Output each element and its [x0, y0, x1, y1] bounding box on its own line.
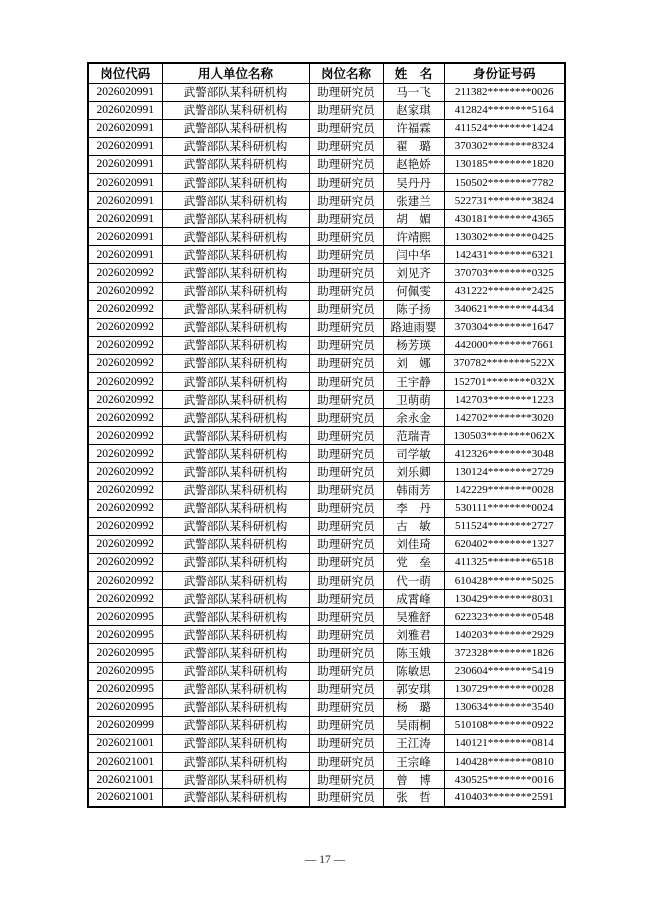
cell-position-name: 助理研究员 [309, 101, 383, 119]
cell-candidate-name: 郭安琪 [383, 680, 444, 698]
cell-employer-name: 武警部队某科研机构 [162, 101, 309, 119]
cell-employer-name: 武警部队某科研机构 [162, 246, 309, 264]
cell-position-name: 助理研究员 [309, 463, 383, 481]
cell-candidate-name: 吴雅舒 [383, 608, 444, 626]
table-row [88, 445, 565, 463]
table-row [88, 553, 565, 571]
cell-id-number: 410403********2591 [444, 789, 565, 807]
cell-position-code: 2026020992 [88, 572, 162, 590]
cell-candidate-name: 许靖熙 [383, 228, 444, 246]
cell-id-number: 150502********7782 [444, 173, 565, 191]
table-row [88, 608, 565, 626]
cell-id-number: 411524********1424 [444, 119, 565, 137]
table-row [88, 535, 565, 553]
cell-employer-name: 武警部队某科研机构 [162, 626, 309, 644]
cell-position-code: 2026020992 [88, 427, 162, 445]
cell-employer-name: 武警部队某科研机构 [162, 155, 309, 173]
table-row [88, 499, 565, 517]
cell-position-name: 助理研究员 [309, 246, 383, 264]
cell-position-name: 助理研究员 [309, 698, 383, 716]
cell-candidate-name: 古 敏 [383, 517, 444, 535]
cell-id-number: 142702********3020 [444, 409, 565, 427]
cell-employer-name: 武警部队某科研机构 [162, 752, 309, 770]
cell-position-code: 2026020992 [88, 445, 162, 463]
cell-position-code: 2026020991 [88, 155, 162, 173]
table-row [88, 155, 565, 173]
cell-position-code: 2026020992 [88, 354, 162, 372]
table-row [88, 771, 565, 789]
cell-id-number: 130634********3540 [444, 698, 565, 716]
cell-id-number: 412326********3048 [444, 445, 565, 463]
cell-candidate-name: 胡 媚 [383, 210, 444, 228]
cell-candidate-name: 李 丹 [383, 499, 444, 517]
cell-position-name: 助理研究员 [309, 300, 383, 318]
cell-id-number: 142431********6321 [444, 246, 565, 264]
cell-employer-name: 武警部队某科研机构 [162, 716, 309, 734]
cell-position-code: 2026020991 [88, 119, 162, 137]
cell-id-number: 530111********0024 [444, 499, 565, 517]
cell-candidate-name: 翟 璐 [383, 137, 444, 155]
cell-candidate-name: 刘乐卿 [383, 463, 444, 481]
cell-employer-name: 武警部队某科研机构 [162, 192, 309, 210]
cell-employer-name: 武警部队某科研机构 [162, 734, 309, 752]
table-row [88, 427, 565, 445]
table-row [88, 210, 565, 228]
cell-position-name: 助理研究员 [309, 771, 383, 789]
table-row [88, 716, 565, 734]
cell-candidate-name: 刘佳琦 [383, 535, 444, 553]
column-header-candidate-name: 姓 名 [383, 63, 444, 83]
cell-id-number: 610428********5025 [444, 572, 565, 590]
cell-position-code: 2026020991 [88, 210, 162, 228]
table-row [88, 644, 565, 662]
cell-position-name: 助理研究员 [309, 192, 383, 210]
table-row [88, 391, 565, 409]
cell-employer-name: 武警部队某科研机构 [162, 517, 309, 535]
cell-position-code: 2026020995 [88, 662, 162, 680]
table-row [88, 264, 565, 282]
cell-employer-name: 武警部队某科研机构 [162, 228, 309, 246]
cell-position-code: 2026020991 [88, 83, 162, 101]
table-row [88, 463, 565, 481]
cell-position-code: 2026020991 [88, 137, 162, 155]
table-row [88, 318, 565, 336]
cell-candidate-name: 刘 娜 [383, 354, 444, 372]
cell-employer-name: 武警部队某科研机构 [162, 300, 309, 318]
cell-candidate-name: 代一萌 [383, 572, 444, 590]
table-row [88, 409, 565, 427]
cell-employer-name: 武警部队某科研机构 [162, 590, 309, 608]
cell-position-code: 2026020992 [88, 391, 162, 409]
cell-employer-name: 武警部队某科研机构 [162, 173, 309, 191]
cell-position-name: 助理研究员 [309, 155, 383, 173]
position-roster-table [87, 62, 566, 808]
cell-id-number: 370703********0325 [444, 264, 565, 282]
cell-id-number: 130729********0028 [444, 680, 565, 698]
cell-employer-name: 武警部队某科研机构 [162, 318, 309, 336]
cell-position-name: 助理研究员 [309, 282, 383, 300]
cell-employer-name: 武警部队某科研机构 [162, 445, 309, 463]
cell-position-name: 助理研究员 [309, 137, 383, 155]
cell-employer-name: 武警部队某科研机构 [162, 83, 309, 101]
cell-position-name: 助理研究员 [309, 608, 383, 626]
cell-position-code: 2026020991 [88, 173, 162, 191]
page-number: — 17 — [304, 854, 346, 866]
cell-id-number: 511524********2727 [444, 517, 565, 535]
cell-position-code: 2026020992 [88, 590, 162, 608]
cell-id-number: 130429********8031 [444, 590, 565, 608]
table-row [88, 572, 565, 590]
cell-candidate-name: 杨 璐 [383, 698, 444, 716]
cell-position-code: 2026020992 [88, 409, 162, 427]
cell-id-number: 372328********1826 [444, 644, 565, 662]
cell-position-name: 助理研究员 [309, 119, 383, 137]
table-row [88, 83, 565, 101]
table-row [88, 590, 565, 608]
cell-position-code: 2026020992 [88, 535, 162, 553]
cell-employer-name: 武警部队某科研机构 [162, 771, 309, 789]
cell-position-name: 助理研究员 [309, 499, 383, 517]
cell-position-code: 2026020995 [88, 626, 162, 644]
cell-position-name: 助理研究员 [309, 517, 383, 535]
cell-employer-name: 武警部队某科研机构 [162, 553, 309, 571]
cell-employer-name: 武警部队某科研机构 [162, 137, 309, 155]
table-row [88, 101, 565, 119]
cell-employer-name: 武警部队某科研机构 [162, 698, 309, 716]
cell-position-code: 2026020991 [88, 228, 162, 246]
cell-position-code: 2026020991 [88, 246, 162, 264]
cell-position-name: 助理研究员 [309, 572, 383, 590]
cell-position-name: 助理研究员 [309, 336, 383, 354]
cell-position-name: 助理研究员 [309, 590, 383, 608]
cell-id-number: 522731********3824 [444, 192, 565, 210]
cell-candidate-name: 马一飞 [383, 83, 444, 101]
table-row [88, 481, 565, 499]
column-header-id-number: 身份证号码 [444, 63, 565, 83]
cell-employer-name: 武警部队某科研机构 [162, 499, 309, 517]
table-row [88, 282, 565, 300]
cell-position-name: 助理研究员 [309, 445, 383, 463]
cell-candidate-name: 韩雨芳 [383, 481, 444, 499]
cell-id-number: 412824********5164 [444, 101, 565, 119]
cell-position-name: 助理研究员 [309, 318, 383, 336]
cell-position-code: 2026020992 [88, 463, 162, 481]
cell-position-code: 2026020992 [88, 318, 162, 336]
table-row [88, 246, 565, 264]
cell-candidate-name: 刘见齐 [383, 264, 444, 282]
cell-candidate-name: 王宗峰 [383, 752, 444, 770]
cell-id-number: 130302********0425 [444, 228, 565, 246]
table-row [88, 228, 565, 246]
cell-position-code: 2026020992 [88, 553, 162, 571]
cell-position-code: 2026020995 [88, 680, 162, 698]
cell-employer-name: 武警部队某科研机构 [162, 572, 309, 590]
cell-employer-name: 武警部队某科研机构 [162, 409, 309, 427]
cell-id-number: 140428********0810 [444, 752, 565, 770]
cell-position-code: 2026021001 [88, 789, 162, 807]
table-row [88, 192, 565, 210]
cell-position-name: 助理研究员 [309, 228, 383, 246]
cell-candidate-name: 赵家琪 [383, 101, 444, 119]
cell-id-number: 620402********1327 [444, 535, 565, 553]
cell-employer-name: 武警部队某科研机构 [162, 282, 309, 300]
table-row [88, 137, 565, 155]
cell-position-name: 助理研究员 [309, 83, 383, 101]
cell-employer-name: 武警部队某科研机构 [162, 789, 309, 807]
cell-position-name: 助理研究员 [309, 662, 383, 680]
cell-candidate-name: 许福霖 [383, 119, 444, 137]
cell-candidate-name: 党 垒 [383, 553, 444, 571]
cell-employer-name: 武警部队某科研机构 [162, 662, 309, 680]
cell-employer-name: 武警部队某科研机构 [162, 354, 309, 372]
cell-candidate-name: 卫萌萌 [383, 391, 444, 409]
cell-id-number: 152701********032X [444, 373, 565, 391]
cell-position-code: 2026021001 [88, 771, 162, 789]
table-row [88, 698, 565, 716]
cell-id-number: 230604********5419 [444, 662, 565, 680]
cell-candidate-name: 成霄峰 [383, 590, 444, 608]
cell-candidate-name: 何佩雯 [383, 282, 444, 300]
cell-candidate-name: 闫中华 [383, 246, 444, 264]
cell-position-code: 2026020991 [88, 192, 162, 210]
cell-employer-name: 武警部队某科研机构 [162, 680, 309, 698]
cell-position-code: 2026020992 [88, 264, 162, 282]
table-row [88, 680, 565, 698]
table-body [88, 83, 565, 807]
cell-id-number: 442000********7661 [444, 336, 565, 354]
cell-candidate-name: 张 哲 [383, 789, 444, 807]
column-header-employer-name: 用人单位名称 [162, 63, 309, 83]
cell-position-name: 助理研究员 [309, 173, 383, 191]
cell-employer-name: 武警部队某科研机构 [162, 336, 309, 354]
cell-candidate-name: 曾 博 [383, 771, 444, 789]
cell-position-code: 2026020992 [88, 300, 162, 318]
table-header-row [88, 63, 565, 83]
cell-employer-name: 武警部队某科研机构 [162, 391, 309, 409]
cell-position-code: 2026020995 [88, 608, 162, 626]
cell-id-number: 370304********1647 [444, 318, 565, 336]
cell-candidate-name: 王宇静 [383, 373, 444, 391]
cell-id-number: 510108********0922 [444, 716, 565, 734]
cell-id-number: 142703********1223 [444, 391, 565, 409]
cell-employer-name: 武警部队某科研机构 [162, 427, 309, 445]
cell-candidate-name: 吴丹丹 [383, 173, 444, 191]
table-row [88, 734, 565, 752]
cell-position-name: 助理研究员 [309, 264, 383, 282]
cell-position-name: 助理研究员 [309, 535, 383, 553]
cell-position-code: 2026020995 [88, 644, 162, 662]
cell-position-code: 2026020992 [88, 517, 162, 535]
column-header-position-code: 岗位代码 [88, 63, 162, 83]
cell-id-number: 140121********0814 [444, 734, 565, 752]
cell-position-name: 助理研究员 [309, 752, 383, 770]
cell-id-number: 140203********2929 [444, 626, 565, 644]
cell-id-number: 211382********0026 [444, 83, 565, 101]
cell-position-code: 2026020992 [88, 481, 162, 499]
cell-id-number: 130124********2729 [444, 463, 565, 481]
cell-position-name: 助理研究员 [309, 481, 383, 499]
table-row [88, 119, 565, 137]
cell-candidate-name: 赵艳娇 [383, 155, 444, 173]
cell-position-name: 助理研究员 [309, 373, 383, 391]
cell-employer-name: 武警部队某科研机构 [162, 264, 309, 282]
cell-position-name: 助理研究员 [309, 391, 383, 409]
cell-position-code: 2026021001 [88, 734, 162, 752]
cell-position-name: 助理研究员 [309, 716, 383, 734]
cell-candidate-name: 范瑞青 [383, 427, 444, 445]
table-row [88, 517, 565, 535]
cell-id-number: 130503********062X [444, 427, 565, 445]
cell-id-number: 370782********522X [444, 354, 565, 372]
cell-position-name: 助理研究员 [309, 734, 383, 752]
cell-employer-name: 武警部队某科研机构 [162, 535, 309, 553]
cell-position-name: 助理研究员 [309, 354, 383, 372]
table-row [88, 373, 565, 391]
cell-position-code: 2026020992 [88, 336, 162, 354]
cell-position-name: 助理研究员 [309, 644, 383, 662]
cell-candidate-name: 吴雨桐 [383, 716, 444, 734]
table-row [88, 752, 565, 770]
cell-position-code: 2026021001 [88, 752, 162, 770]
column-header-position-name: 岗位名称 [309, 63, 383, 83]
cell-candidate-name: 陈敏思 [383, 662, 444, 680]
cell-position-name: 助理研究员 [309, 680, 383, 698]
cell-position-code: 2026020995 [88, 698, 162, 716]
cell-id-number: 142229********0028 [444, 481, 565, 499]
cell-position-name: 助理研究员 [309, 409, 383, 427]
table-row [88, 300, 565, 318]
cell-candidate-name: 路迪雨婴 [383, 318, 444, 336]
cell-id-number: 430181********4365 [444, 210, 565, 228]
cell-employer-name: 武警部队某科研机构 [162, 608, 309, 626]
cell-employer-name: 武警部队某科研机构 [162, 481, 309, 499]
table-row [88, 354, 565, 372]
table-row [88, 789, 565, 807]
cell-id-number: 130185********1820 [444, 155, 565, 173]
table-row [88, 662, 565, 680]
cell-id-number: 622323********0548 [444, 608, 565, 626]
cell-id-number: 431222********2425 [444, 282, 565, 300]
cell-id-number: 411325********6518 [444, 553, 565, 571]
cell-position-code: 2026020991 [88, 101, 162, 119]
cell-position-code: 2026020999 [88, 716, 162, 734]
table-row [88, 626, 565, 644]
cell-id-number: 370302********8324 [444, 137, 565, 155]
cell-id-number: 340621********4434 [444, 300, 565, 318]
cell-candidate-name: 张建兰 [383, 192, 444, 210]
cell-position-name: 助理研究员 [309, 626, 383, 644]
cell-position-name: 助理研究员 [309, 789, 383, 807]
cell-id-number: 430525********0016 [444, 771, 565, 789]
cell-employer-name: 武警部队某科研机构 [162, 119, 309, 137]
table-row [88, 173, 565, 191]
cell-candidate-name: 陈玉娥 [383, 644, 444, 662]
cell-candidate-name: 杨芳瑛 [383, 336, 444, 354]
cell-employer-name: 武警部队某科研机构 [162, 644, 309, 662]
cell-position-code: 2026020992 [88, 499, 162, 517]
cell-candidate-name: 王江涛 [383, 734, 444, 752]
cell-position-code: 2026020992 [88, 373, 162, 391]
cell-position-name: 助理研究员 [309, 553, 383, 571]
cell-candidate-name: 刘雅君 [383, 626, 444, 644]
cell-position-code: 2026020992 [88, 282, 162, 300]
cell-candidate-name: 余永金 [383, 409, 444, 427]
cell-employer-name: 武警部队某科研机构 [162, 373, 309, 391]
cell-employer-name: 武警部队某科研机构 [162, 463, 309, 481]
cell-candidate-name: 司学敏 [383, 445, 444, 463]
cell-candidate-name: 陈子扬 [383, 300, 444, 318]
cell-position-name: 助理研究员 [309, 427, 383, 445]
cell-position-name: 助理研究员 [309, 210, 383, 228]
table-row [88, 336, 565, 354]
cell-employer-name: 武警部队某科研机构 [162, 210, 309, 228]
